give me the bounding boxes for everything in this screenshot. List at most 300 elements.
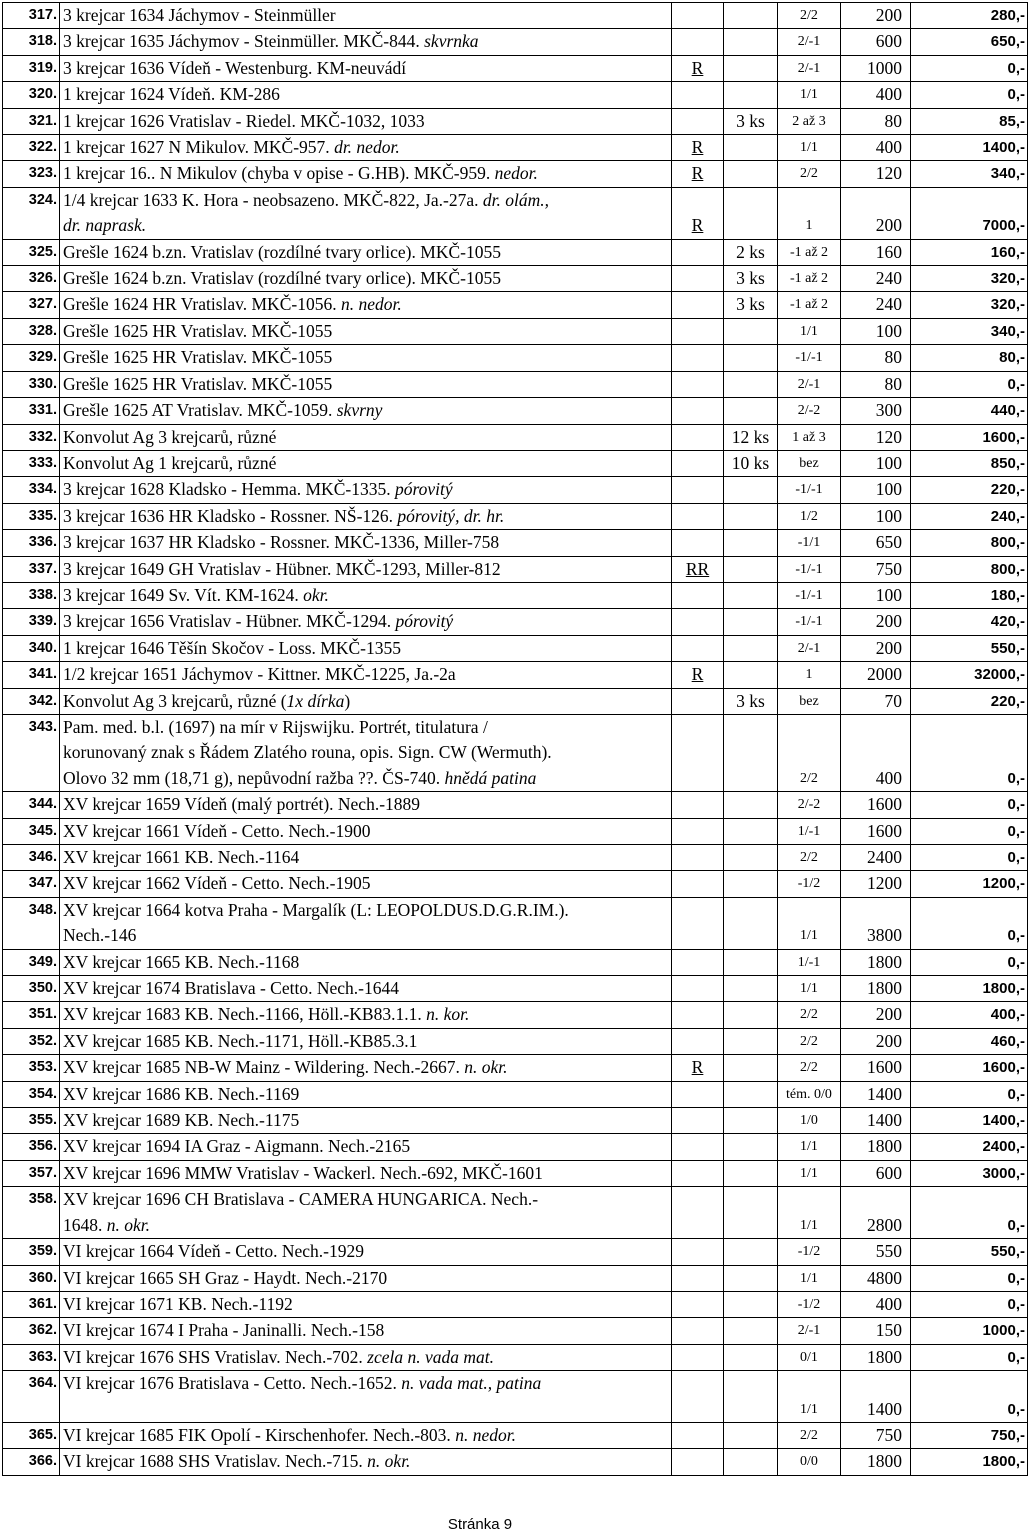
lot-number: 320. xyxy=(3,82,60,108)
lot-number: 327. xyxy=(3,292,60,318)
quantity xyxy=(724,371,778,397)
quantity xyxy=(724,1002,778,1028)
quantity: 12 ks xyxy=(724,424,778,450)
description-line xyxy=(63,504,668,529)
description-line xyxy=(63,792,668,817)
result-price: 240,- xyxy=(911,503,1028,529)
lot-number: 354. xyxy=(3,1081,60,1107)
lot-number: 343. xyxy=(3,714,60,791)
table-row xyxy=(3,239,1028,265)
description-text: 1 krejcar 1626 Vratislav - Riedel. MKČ-1032, 1033 xyxy=(63,110,425,131)
description-line xyxy=(63,662,668,687)
start-price: 400 xyxy=(841,82,911,108)
table-row xyxy=(3,609,1028,635)
table-row xyxy=(3,450,1028,476)
lot-description xyxy=(60,345,672,371)
grade: 2/2 xyxy=(778,1055,841,1081)
rarity xyxy=(672,55,724,81)
quantity xyxy=(724,1055,778,1081)
start-price: 160 xyxy=(841,239,911,265)
grade: -1 až 2 xyxy=(778,239,841,265)
description-line xyxy=(63,451,668,476)
lot-number: 359. xyxy=(3,1239,60,1265)
quantity xyxy=(724,530,778,556)
result-price: 320,- xyxy=(911,292,1028,318)
table-row xyxy=(3,949,1028,975)
rarity-mark: R xyxy=(691,57,704,78)
description-text: 3 krejcar 1636 HR Kladsko - Rossner. NŠ-126. xyxy=(63,505,398,526)
rarity xyxy=(672,556,724,582)
description-text: 1 krejcar 1627 N Mikulov. MKČ-957. xyxy=(63,137,335,158)
quantity xyxy=(724,1344,778,1370)
rarity xyxy=(672,239,724,265)
grade: 1/1 xyxy=(778,1160,841,1186)
lot-number: 335. xyxy=(3,503,60,529)
result-price: 0,- xyxy=(911,1187,1028,1239)
start-price: 750 xyxy=(841,1422,911,1448)
rarity xyxy=(672,161,724,187)
result-price: 1600,- xyxy=(911,424,1028,450)
start-price: 80 xyxy=(841,345,911,371)
result-price: 0,- xyxy=(911,845,1028,871)
grade: 1/1 xyxy=(778,82,841,108)
description-line xyxy=(63,1213,668,1238)
quantity xyxy=(724,1239,778,1265)
description-text: VI krejcar 1671 KB. Nech.-1192 xyxy=(63,1293,293,1314)
lot-number: 336. xyxy=(3,530,60,556)
table-row xyxy=(3,187,1028,239)
description-note: skvrnka xyxy=(424,31,479,52)
rarity xyxy=(672,582,724,608)
quantity xyxy=(724,871,778,897)
lot-description xyxy=(60,398,672,424)
lot-description xyxy=(60,818,672,844)
lot-description xyxy=(60,1002,672,1028)
lot-number: 325. xyxy=(3,239,60,265)
quantity xyxy=(724,29,778,55)
rarity xyxy=(672,1318,724,1344)
quantity xyxy=(724,187,778,239)
grade: 2/-1 xyxy=(778,29,841,55)
grade: 1/1 xyxy=(778,897,841,949)
description-text: ) xyxy=(344,690,351,711)
result-price: 0,- xyxy=(911,55,1028,81)
description-text: korunovaný znak s Řádem Zlatého rouna, opis. Sign. CW (Wermuth). xyxy=(63,742,552,763)
table-row xyxy=(3,714,1028,791)
quantity xyxy=(724,1318,778,1344)
lot-description xyxy=(60,635,672,661)
start-price: 120 xyxy=(841,161,911,187)
rarity xyxy=(672,1371,724,1423)
lot-number: 319. xyxy=(3,55,60,81)
table-row xyxy=(3,292,1028,318)
result-price: 1200,- xyxy=(911,871,1028,897)
grade: -1/-1 xyxy=(778,477,841,503)
description-note: hnědá patina xyxy=(444,767,537,788)
lot-description xyxy=(60,792,672,818)
start-price: 100 xyxy=(841,477,911,503)
start-price: 1200 xyxy=(841,871,911,897)
lot-number: 337. xyxy=(3,556,60,582)
rarity xyxy=(672,187,724,239)
table-row xyxy=(3,3,1028,29)
rarity xyxy=(672,1134,724,1160)
description-text: Grešle 1624 HR Vratislav. MKČ-1056. xyxy=(63,294,341,315)
quantity xyxy=(724,949,778,975)
rarity xyxy=(672,266,724,292)
rarity xyxy=(672,477,724,503)
lot-description xyxy=(60,1160,672,1186)
start-price: 1800 xyxy=(841,1449,911,1475)
grade: 2/2 xyxy=(778,3,841,29)
start-price: 80 xyxy=(841,108,911,134)
table-row xyxy=(3,318,1028,344)
grade: 1/1 xyxy=(778,1265,841,1291)
lot-number: 317. xyxy=(3,3,60,29)
lot-number: 342. xyxy=(3,688,60,714)
lot-description xyxy=(60,1291,672,1317)
start-price: 1600 xyxy=(841,792,911,818)
description-text: VI krejcar 1676 SHS Vratislav. Nech.-702. xyxy=(63,1346,368,1367)
lot-number: 361. xyxy=(3,1291,60,1317)
quantity xyxy=(724,55,778,81)
description-text: 3 krejcar 1636 Vídeň - Westenburg. KM-neuvádí xyxy=(63,57,407,78)
start-price: 300 xyxy=(841,398,911,424)
description-line xyxy=(63,1082,668,1107)
grade: 1/-1 xyxy=(778,949,841,975)
quantity xyxy=(724,897,778,949)
description-text: VI krejcar 1665 SH Graz - Haydt. Nech.-2170 xyxy=(63,1267,388,1288)
lot-description xyxy=(60,845,672,871)
grade: -1 až 2 xyxy=(778,292,841,318)
result-price: 550,- xyxy=(911,1239,1028,1265)
description-note: okr. xyxy=(303,584,329,605)
lot-description xyxy=(60,266,672,292)
description-line xyxy=(63,1397,668,1422)
grade: 2/-1 xyxy=(778,1318,841,1344)
quantity xyxy=(724,1108,778,1134)
rarity-mark: R xyxy=(691,163,704,184)
result-price: 0,- xyxy=(911,1265,1028,1291)
lot-number: 360. xyxy=(3,1265,60,1291)
lot-description xyxy=(60,556,672,582)
lot-number: 321. xyxy=(3,108,60,134)
rarity xyxy=(672,1028,724,1054)
description-line xyxy=(63,766,668,791)
lot-number: 340. xyxy=(3,635,60,661)
description-line xyxy=(63,636,668,661)
lot-description xyxy=(60,29,672,55)
start-price: 1800 xyxy=(841,976,911,1002)
start-price: 100 xyxy=(841,582,911,608)
description-line xyxy=(63,1055,668,1080)
lot-description xyxy=(60,1028,672,1054)
quantity xyxy=(724,345,778,371)
description-line xyxy=(63,213,668,238)
lot-number: 329. xyxy=(3,345,60,371)
quantity xyxy=(724,1371,778,1423)
rarity xyxy=(672,1002,724,1028)
start-price: 1800 xyxy=(841,949,911,975)
quantity xyxy=(724,818,778,844)
lot-description xyxy=(60,477,672,503)
grade: 1/0 xyxy=(778,1108,841,1134)
page-footer: Stránka 9 xyxy=(447,1516,513,1533)
description-line xyxy=(63,976,668,1001)
table-row xyxy=(3,688,1028,714)
description-line xyxy=(63,1423,668,1448)
table-row xyxy=(3,1108,1028,1134)
description-note: zcela n. vada mat. xyxy=(367,1346,495,1367)
table-row xyxy=(3,503,1028,529)
description-text: VI krejcar 1676 Bratislava - Cetto. Nech.-1652. xyxy=(63,1373,402,1394)
description-text: XV krejcar 1661 KB. Nech.-1164 xyxy=(63,847,300,867)
description-text: Konvolut Ag 3 krejcarů, různé ( xyxy=(63,690,287,711)
description-note: dr. olám., xyxy=(482,189,550,210)
grade: 2 až 3 xyxy=(778,108,841,134)
rarity xyxy=(672,1265,724,1291)
rarity-mark: RR xyxy=(685,558,710,579)
description-line xyxy=(63,715,668,740)
description-line xyxy=(63,1134,668,1159)
table-row xyxy=(3,635,1028,661)
lot-number: 363. xyxy=(3,1344,60,1370)
start-price: 1000 xyxy=(841,55,911,81)
result-price: 1000,- xyxy=(911,1318,1028,1344)
rarity xyxy=(672,345,724,371)
result-price: 800,- xyxy=(911,530,1028,556)
lot-description xyxy=(60,135,672,161)
grade: 1/1 xyxy=(778,1134,841,1160)
description-text: XV krejcar 1662 Vídeň - Cetto. Nech.-1905 xyxy=(63,873,371,894)
quantity xyxy=(724,582,778,608)
rarity xyxy=(672,1160,724,1186)
result-price: 1800,- xyxy=(911,976,1028,1002)
description-line xyxy=(63,1108,668,1133)
grade: 1 až 3 xyxy=(778,424,841,450)
description-line xyxy=(63,161,668,186)
table-row xyxy=(3,662,1028,688)
start-price: 2400 xyxy=(841,845,911,871)
rarity xyxy=(672,29,724,55)
grade: bez xyxy=(778,450,841,476)
grade: 1 xyxy=(778,662,841,688)
grade: 1/-1 xyxy=(778,818,841,844)
lot-number: 330. xyxy=(3,371,60,397)
table-row xyxy=(3,1318,1028,1344)
description-text: XV krejcar 1696 MMW Vratislav - Wackerl. Nech.-692, MKČ-1601 xyxy=(63,1162,543,1183)
description-text: Olovo 32 mm (18,71 g), nepůvodní ražba ??. ČS-740. xyxy=(63,767,445,788)
description-text: 1 krejcar 16.. N Mikulov (chyba v opise - G.HB). MKČ-959. xyxy=(63,163,495,184)
rarity xyxy=(672,845,724,871)
result-price: 3000,- xyxy=(911,1160,1028,1186)
lot-description xyxy=(60,662,672,688)
lot-number: 324. xyxy=(3,187,60,239)
lot-number: 322. xyxy=(3,135,60,161)
lot-description xyxy=(60,609,672,635)
result-price: 420,- xyxy=(911,609,1028,635)
start-price: 200 xyxy=(841,187,911,239)
rarity xyxy=(672,108,724,134)
grade: -1/-1 xyxy=(778,609,841,635)
grade: 2/-1 xyxy=(778,55,841,81)
table-row xyxy=(3,345,1028,371)
result-price: 1400,- xyxy=(911,135,1028,161)
rarity xyxy=(672,3,724,29)
description-text: Grešle 1625 HR Vratislav. MKČ-1055 xyxy=(63,347,333,368)
grade: 1/1 xyxy=(778,976,841,1002)
table-row xyxy=(3,818,1028,844)
lot-number: 338. xyxy=(3,582,60,608)
description-line xyxy=(63,530,668,555)
description-note: pórovitý, dr. hr. xyxy=(397,505,505,526)
rarity xyxy=(672,897,724,949)
start-price: 3800 xyxy=(841,897,911,949)
rarity xyxy=(672,1422,724,1448)
description-text: 3 krejcar 1635 Jáchymov - Steinmüller. MKČ-844. xyxy=(63,31,425,52)
description-text: Grešle 1625 HR Vratislav. MKČ-1055 xyxy=(63,373,333,394)
grade: 2/2 xyxy=(778,1028,841,1054)
quantity xyxy=(724,318,778,344)
grade: 2/-2 xyxy=(778,792,841,818)
result-price: 340,- xyxy=(911,161,1028,187)
table-row xyxy=(3,1055,1028,1081)
description-text: VI krejcar 1674 I Praha - Janinalli. Nech.-158 xyxy=(63,1320,385,1341)
result-price: 0,- xyxy=(911,1344,1028,1370)
lot-number: 357. xyxy=(3,1160,60,1186)
table-row xyxy=(3,82,1028,108)
start-price: 1400 xyxy=(841,1081,911,1107)
table-row xyxy=(3,1371,1028,1423)
grade: 0/0 xyxy=(778,1449,841,1475)
quantity: 3 ks xyxy=(724,292,778,318)
description-line xyxy=(63,82,668,107)
result-price: 850,- xyxy=(911,450,1028,476)
result-price: 180,- xyxy=(911,582,1028,608)
description-text: XV krejcar 1694 IA Graz - Aigmann. Nech.-2165 xyxy=(63,1136,411,1157)
start-price: 650 xyxy=(841,530,911,556)
lot-description xyxy=(60,108,672,134)
quantity xyxy=(724,662,778,688)
lot-description xyxy=(60,318,672,344)
description-text: VI krejcar 1685 FIK Opolí - Kirschenhofer. Nech.-803. xyxy=(63,1424,456,1445)
grade: 1/1 xyxy=(778,318,841,344)
description-line xyxy=(63,1239,668,1264)
result-price: 0,- xyxy=(911,1081,1028,1107)
rarity xyxy=(672,398,724,424)
lot-number: 350. xyxy=(3,976,60,1002)
lot-description xyxy=(60,530,672,556)
description-line xyxy=(63,819,668,844)
description-note: 1x dírka xyxy=(286,690,345,711)
rarity xyxy=(672,424,724,450)
result-price: 320,- xyxy=(911,266,1028,292)
rarity xyxy=(672,1187,724,1239)
rarity xyxy=(672,662,724,688)
start-price: 70 xyxy=(841,688,911,714)
description-text: 3 krejcar 1656 Vratislav - Hübner. MKČ-1294. xyxy=(63,611,396,632)
quantity xyxy=(724,82,778,108)
description-line xyxy=(63,923,668,948)
description-text: 1/2 krejcar 1651 Jáchymov - Kittner. MKČ-1225, Ja.-2a xyxy=(63,664,456,685)
quantity xyxy=(724,1134,778,1160)
lot-number: 348. xyxy=(3,897,60,949)
quantity: 10 ks xyxy=(724,450,778,476)
description-text: XV krejcar 1686 KB. Nech.-1169 xyxy=(63,1083,300,1104)
lot-number: 347. xyxy=(3,871,60,897)
lot-description xyxy=(60,450,672,476)
description-text: VI krejcar 1688 SHS Vratislav. Nech.-715. xyxy=(63,1451,368,1472)
description-line xyxy=(63,583,668,608)
quantity xyxy=(724,1028,778,1054)
description-text: XV krejcar 1659 Vídeň (malý portrét). Nech.-1889 xyxy=(63,794,421,815)
description-text: XV krejcar 1674 Bratislava - Cetto. Nech.-1644 xyxy=(63,978,399,999)
quantity xyxy=(724,3,778,29)
grade: 0/1 xyxy=(778,1344,841,1370)
result-price: 80,- xyxy=(911,345,1028,371)
start-price: 600 xyxy=(841,29,911,55)
description-text: 3 krejcar 1637 HR Kladsko - Rossner. MKČ-1336, Miller-758 xyxy=(63,532,500,553)
grade: 2/-2 xyxy=(778,398,841,424)
start-price: 80 xyxy=(841,371,911,397)
start-price: 100 xyxy=(841,318,911,344)
lot-number: 326. xyxy=(3,266,60,292)
description-line xyxy=(63,319,668,344)
rarity xyxy=(672,871,724,897)
table-row xyxy=(3,1187,1028,1239)
rarity xyxy=(672,292,724,318)
result-price: 0,- xyxy=(911,897,1028,949)
description-text: 3 krejcar 1634 Jáchymov - Steinmüller xyxy=(63,5,336,25)
grade: 1/2 xyxy=(778,503,841,529)
start-price: 100 xyxy=(841,503,911,529)
start-price: 1600 xyxy=(841,1055,911,1081)
start-price: 550 xyxy=(841,1239,911,1265)
description-note: n. okr. xyxy=(106,1214,151,1235)
description-text: 1/4 krejcar 1633 K. Hora - neobsazeno. MKČ-822, Ja.-27a. xyxy=(63,189,483,210)
description-note: pórovitý xyxy=(394,479,453,500)
quantity xyxy=(724,161,778,187)
quantity xyxy=(724,792,778,818)
table-row xyxy=(3,1449,1028,1475)
grade: 2/2 xyxy=(778,845,841,871)
rarity-mark: R xyxy=(691,1057,704,1078)
result-price: 440,- xyxy=(911,398,1028,424)
description-line xyxy=(63,1345,668,1370)
start-price: 1800 xyxy=(841,1134,911,1160)
quantity: 3 ks xyxy=(724,266,778,292)
description-line xyxy=(63,188,668,213)
lot-number: 351. xyxy=(3,1002,60,1028)
result-price: 1600,- xyxy=(911,1055,1028,1081)
description-line xyxy=(63,56,668,81)
start-price: 120 xyxy=(841,424,911,450)
grade: 1/1 xyxy=(778,1371,841,1423)
result-price: 650,- xyxy=(911,29,1028,55)
start-price: 100 xyxy=(841,450,911,476)
lot-description xyxy=(60,976,672,1002)
table-row xyxy=(3,424,1028,450)
quantity xyxy=(724,845,778,871)
lot-number: 331. xyxy=(3,398,60,424)
description-line xyxy=(63,1187,668,1212)
lot-number: 366. xyxy=(3,1449,60,1475)
quantity xyxy=(724,976,778,1002)
start-price: 2000 xyxy=(841,662,911,688)
grade: 2/2 xyxy=(778,1002,841,1028)
description-note: n. nedor. xyxy=(455,1424,516,1445)
description-text: 1 krejcar 1646 Těšín Skočov - Loss. MKČ-1355 xyxy=(63,637,401,658)
